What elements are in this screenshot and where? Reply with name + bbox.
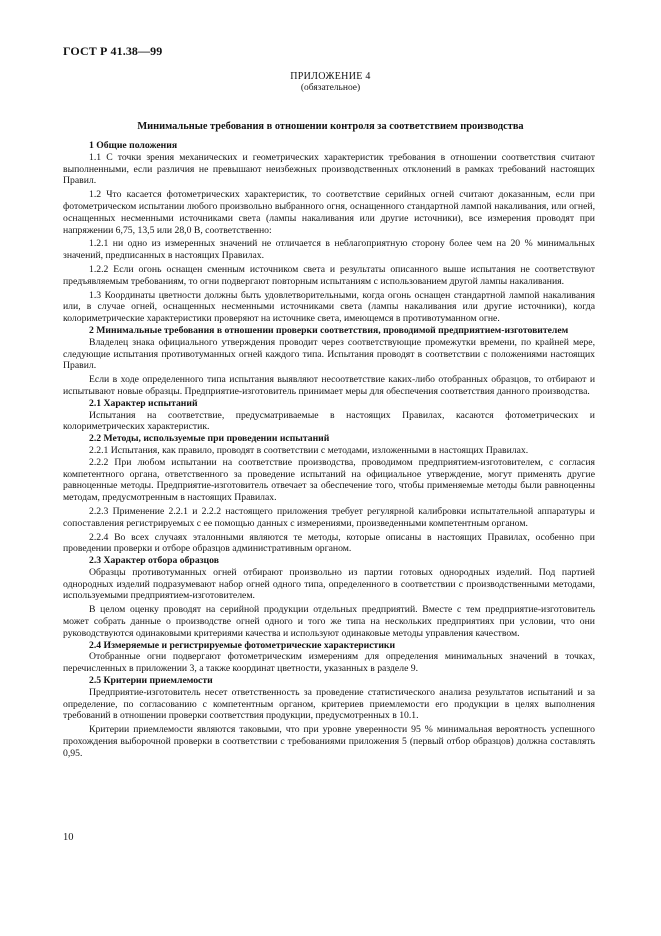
document-body xyxy=(63,140,595,760)
paragraph-1-1: 1.1 С точки зрения механических и геометрических характеристик требования в отношении соответствия считают выполненными, если различия не превышают неизбежных производственных отклонений в рамках требований настоящих Правил. xyxy=(63,151,595,187)
paragraph-2-2-3: 2.2.3 Применение 2.2.1 и 2.2.2 настоящего приложения требует регулярной калибровки испытательной аппаратуры и сопоставления регистрируемых с ее помощью данных с измерениями, произведенными компетентным органом. xyxy=(63,505,595,529)
paragraph-2-2-1: 2.2.1 Испытания, как правило, проводят в соответствии с методами, изложенными в настоящих Правилах. xyxy=(89,444,529,456)
section-2-1-heading: 2.1 Характер испытаний xyxy=(89,397,198,409)
section-2-2-heading: 2.2 Методы, используемые при проведении испытаний xyxy=(89,433,330,445)
appendix-title: ПРИЛОЖЕНИЕ 4 xyxy=(290,71,371,82)
paragraph-1-2-1: 1.2.1 ни одно из измеренных значений не отличается в неблагоприятную сторону более чем на 20 % минимальных значений, предписанных в настоящих Правилах. xyxy=(63,238,595,262)
paragraph-2-4: Отобранные огни подвергают фотометрическим измерениям для определения минимальных значений в точках, перечисленных в приложении 3, а также координат цветности, указанных в разделе 9. xyxy=(63,651,595,675)
page-number: 10 xyxy=(63,832,74,843)
paragraph-1-2-2: 1.2.2 Если огонь оснащен сменным источником света и результаты описанного выше испытания не соответствуют предъявляемым требованиям, то огни подвергают повторным испытаниям с использованием другой лампы накаливания. xyxy=(63,263,595,287)
section-2-3-heading: 2.3 Характер отбора образцов xyxy=(89,555,219,567)
section-1-heading: 1 Общие положения xyxy=(89,140,178,151)
paragraph-2-1: Испытания на соответствие, предусматриваемые в настоящих Правилах, касаются фотометрических и колориметрических характеристик. xyxy=(63,409,595,433)
paragraph-2-5-b: Критерии приемлемости являются таковыми, что при уровне уверенности 95 % минимальная вероятность успешного прохождения выборочной проверки в соответствии с требованиями приложения 5 (первый отбор образцов) должна составлять 0,95. xyxy=(63,724,595,759)
paragraph-1-3: 1.3 Координаты цветности должны быть удовлетворительными, когда огонь оснащен стандартной лампой накаливания или, в случае огней, оснащенных несменными источниками света (лампы накаливания или другие источники), когда колориметрические характеристики проверяют на источнике света, имеющемся в противотуманном огне. xyxy=(63,289,595,325)
paragraph-2-5-a: Предприятие-изготовитель несет ответственность за проведение статистического анализа результатов испытаний и за определение, по согласованию с компетентным органом, критериев приемлемости его продукции в целях выполнения требований в отношении проверки соответствия продукции, предусмотренных в 10.1. xyxy=(63,686,595,722)
paragraph-2-3-b: В целом оценку проводят на серийной продукции отдельных предприятий. Вместе с тем предприятие-изготовитель может собрать данные о производстве огней одного и того же типа на нескольких предприятиях при условии, что они руководствуются одинаковыми критериями качества и используют одинаковые методы управления качеством. xyxy=(63,604,595,639)
section-2-5-heading: 2.5 Критерии приемлемости xyxy=(89,675,213,687)
section-2-heading: 2 Минимальные требования в отношении проверки соответствия, проводимой предприятием-изготовителем xyxy=(89,324,569,336)
paragraph-2-a: Владелец знака официального утверждения проводит через соответствующие промежутки времени, по крайней мере, следующие испытания противотуманных огней каждого типа. Испытания проводят в соответствии с положениями настоящих Правил. xyxy=(63,336,595,372)
paragraph-2-b: Если в ходе определенного типа испытания выявляют несоответствие каких-либо отобранных образцов, то отбирают и испытывают новые образцы. Предприятие-изготовитель принимает меры для обеспечения соответствия данного производства. xyxy=(63,374,595,397)
section-2-4-heading: 2.4 Измеряемые и регистрируемые фотометрические характеристики xyxy=(89,639,396,651)
document-header: ГОСТ Р 41.38—99 xyxy=(63,44,163,58)
paragraph-2-2-4: 2.2.4 Во всех случаях эталонными являются те методы, которые описаны в настоящих Правилах, особенно при проведении проверки и отборе образцов административным органом. xyxy=(63,531,595,555)
paragraph-2-3-a: Образцы противотуманных огней отбирают произвольно из партии готовых однородных изделий. Под партией однородных изделий подразумевают набор огней одного типа, определенного в соответствии с производственными методами, используемыми предприятием-изготовителем. xyxy=(63,566,595,602)
main-title: Минимальные требования в отношении контроля за соответствием производства xyxy=(137,121,524,132)
paragraph-1-2: 1.2 Что касается фотометрических характеристик, то соответствие серийных огней считают доказанным, если при фотометрическом испытании любого произвольно выбранного огня, оснащенного стандартной лампой накаливания, или огней, оснащенных несменными источниками света (лампы накаливания или другие источники), все измерения проводят при напряжении 6,75, 13,5 или 28,0 В, соответственно: xyxy=(63,189,595,236)
paragraph-2-2-2: 2.2.2 При любом испытании на соответствие производства, проводимом предприятием-изготовителем, с согласия компетентного органа, ответственного за проведение испытаний на официальное утверждение, могут применять другие равноценные методы. Предприятие-изготовитель отвечает за обеспечение того, чтобы применяемые методы были равноценны методам, предусмотренным в настоящих Правилах. xyxy=(63,456,595,504)
appendix-subtitle: (обязательное) xyxy=(300,83,361,93)
